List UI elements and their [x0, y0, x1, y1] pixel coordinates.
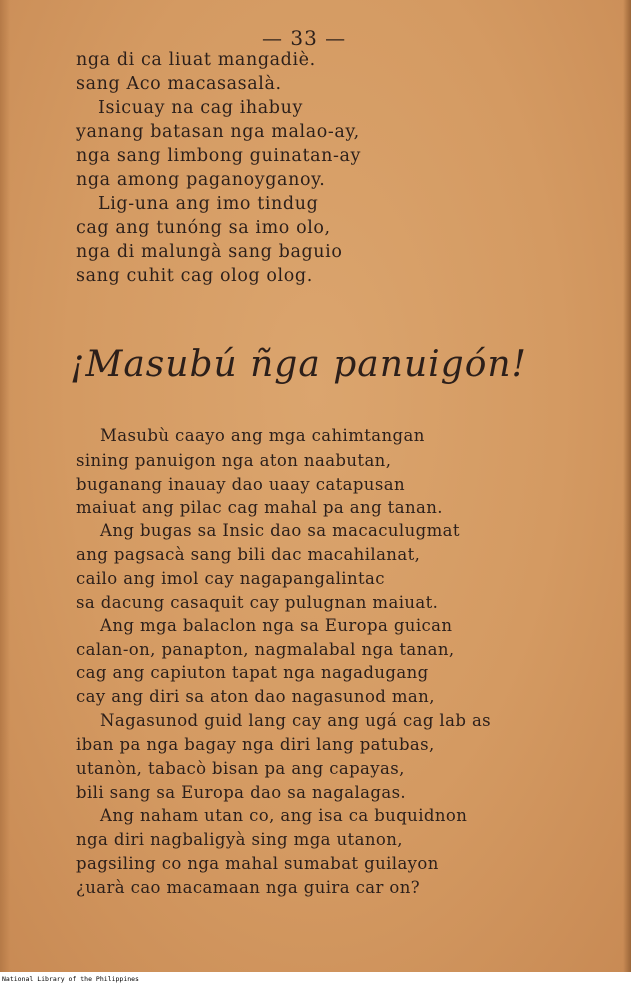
poem-line: cailo ang imol cay nagapangalintac: [76, 569, 385, 588]
poem-line: Ang mga balaclon nga sa Europa guican: [100, 616, 453, 635]
top-stanza-line: sang cuhit cag olog olog.: [76, 266, 313, 286]
poem-line: maiuat ang pilac cag mahal pa ang tanan.: [76, 498, 443, 517]
poem-line: bili sang sa Europa dao sa nagalagas.: [76, 783, 407, 802]
poem-line: Ang naham utan co, ang isa ca buquidnon: [100, 806, 468, 825]
top-stanza-line: cag ang tunóng sa imo olo,: [76, 218, 331, 238]
poem-line: Masubù caayo ang mga cahimtangan: [100, 426, 425, 445]
top-stanza-line: nga di malungà sang baguio: [76, 242, 343, 262]
top-stanza-line: Isicuay na cag ihabuy: [98, 98, 303, 118]
poem-line: pagsiling co nga mahal sumabat guilayon: [76, 854, 439, 873]
poem-line: Nagasunod guid lang cay ang ugá cag lab as: [100, 711, 492, 730]
poem-line: cay ang diri sa aton dao nagasunod man,: [76, 687, 435, 706]
poem-line: nga diri nagbaligyà sing mga utanon,: [76, 830, 403, 849]
page-number: — 33 —: [262, 26, 347, 50]
top-stanza-line: nga di ca liuat mangadiè.: [76, 50, 316, 70]
poem-line: cag ang capiuton tapat nga nagadugang: [76, 663, 429, 682]
top-stanza-line: nga among paganoyganoy.: [76, 170, 326, 190]
top-stanza-line: sang Aco macasasalà.: [76, 74, 282, 94]
top-stanza-line: yanang batasan nga malao-ay,: [76, 122, 360, 142]
poem-line: sining panuigon nga aton naabutan,: [76, 451, 392, 470]
top-stanza-line: nga sang limbong guinatan-ay: [76, 146, 362, 166]
poem-line: Ang bugas sa Insic dao sa macaculugmat: [100, 521, 460, 540]
poem-line: ¿uarà cao macamaan nga guira car on?: [76, 878, 421, 897]
section-heading: ¡Masubú ñga panuigón!: [70, 344, 528, 385]
poem-line: ang pagsacà sang bili dac macahilanat,: [76, 545, 421, 564]
poem-line: buganang inauay dao uaay catapusan: [76, 475, 405, 494]
poem-line: calan-on, panapton, nagmalabal nga tanan,: [76, 640, 455, 659]
poem-line: iban pa nga bagay nga diri lang patubas,: [76, 735, 435, 754]
footer-credit: National Library of the Philippines: [2, 975, 139, 983]
poem-line: sa dacung casaquit cay pulugnan maiuat.: [76, 593, 439, 612]
poem-line: utanòn, tabacò bisan pa ang capayas,: [76, 759, 405, 778]
top-stanza-line: Lig-una ang imo tindug: [98, 194, 319, 214]
